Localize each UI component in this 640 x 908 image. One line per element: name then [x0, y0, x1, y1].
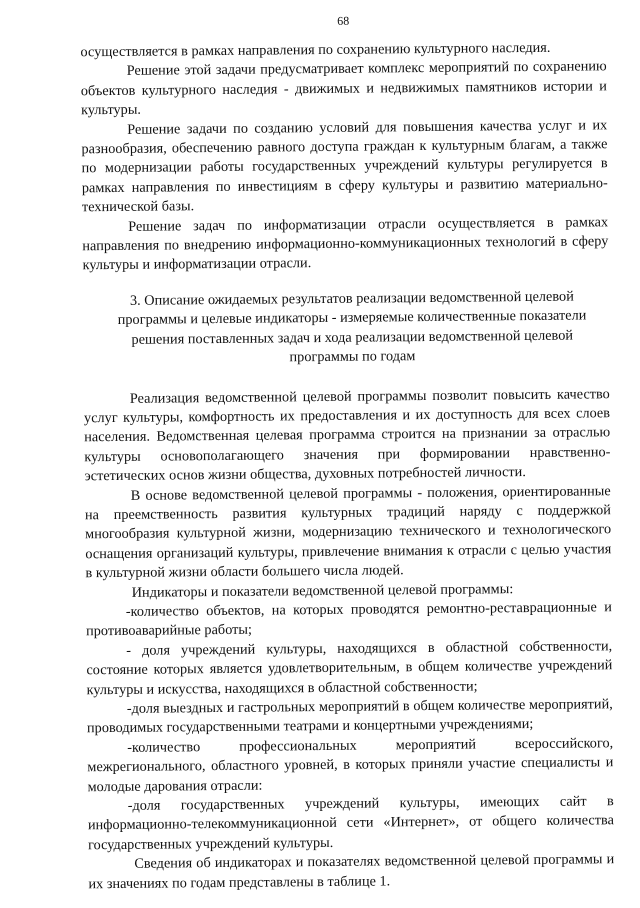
page-number: 68	[337, 13, 350, 28]
paragraph: Решение задач по информатизации отрасли осуществляется в рамках направления по внедрению информационно-коммуникационных технологий в сферу культуры и информатизации отрасли.	[82, 213, 609, 274]
indicator-list-item: -доля государственных учреждений культуры, имеющих сайт в информационно-телекоммуникационной сети «Интернет», от общего количества государственных учреждений культуры.	[87, 793, 614, 854]
indicator-list-item: -доля выездных и гастрольных мероприятий в общем количестве мероприятий, проводимых государственными театрами и концертными учреждениями;	[86, 696, 613, 737]
paragraph: осуществляется в рамках направления по сохранению культурного наследия.	[80, 39, 551, 61]
indicator-list-item: -количество профессиональных мероприятий всероссийского, межрегионального, областного уровней, в которых приняли участие специалисты и молодые дарования отрасли:	[87, 735, 614, 795]
paragraph: Индикаторы и показатели ведомственной целевой программы:	[131, 580, 514, 601]
section-heading: 3. Описание ожидаемых результатов реализации ведомственной целевой программы и целевые индикаторы - измеряемые количественные показатели решения поставленных задач и хода реализации ведомственной целевой программы по годам	[117, 288, 587, 366]
paragraph: В основе ведомственной целевой программы - положения, ориентированные на преемственность развития культурных традиций наряду с поддержкой многообразия культурной жизни, модернизацию технического и технологического оснащения организаций культуры, привлечение внимания к отрасли с целью участия в культурной жизни области большего числа людей.	[84, 482, 612, 582]
body-text-after	[84, 385, 615, 895]
body-text-before	[80, 38, 608, 276]
indicator-list-item: - доля учреждений культуры, находящихся в областной собственности, состояние которых является удовлетворительным, в общем количестве учреждений культуры и искусства, находящихся в областной собственности;	[86, 638, 613, 698]
paragraph: Решение этой задачи предусматривает комплекс мероприятий по сохранению объектов культурного наследия - движимых и недвижимых памятников истории и культуры.	[80, 58, 607, 119]
paragraph: Сведения об индикаторах и показателях ведомственной целевой программы и их значениях по годам представлены в таблице 1.	[88, 851, 615, 892]
indicator-list-item: -количество объектов, на которых проводятся ремонтно-реставрационные и противоаварийные работы;	[85, 599, 612, 640]
paragraph: Решение задачи по созданию условий для повышения качества услуг и их разнообразия, обеспечению равного доступа граждан к культурным благам, а также по модернизации работы государственных учреждений культуры регулируется в рамках направления по инвестициям в сферу культуры и развитию материально-технической базы.	[81, 116, 608, 216]
paragraph: Реализация ведомственной целевой программы позволит повысить качество услуг культуры, комфортность их предоставления и их доступность для всех слоев населения. Ведомственная целевая программа строится на признании за отраслью культуры основополагающего значения при формировании нравственно-эстетических основ жизни общества, духовных потребностей личности.	[83, 385, 611, 485]
